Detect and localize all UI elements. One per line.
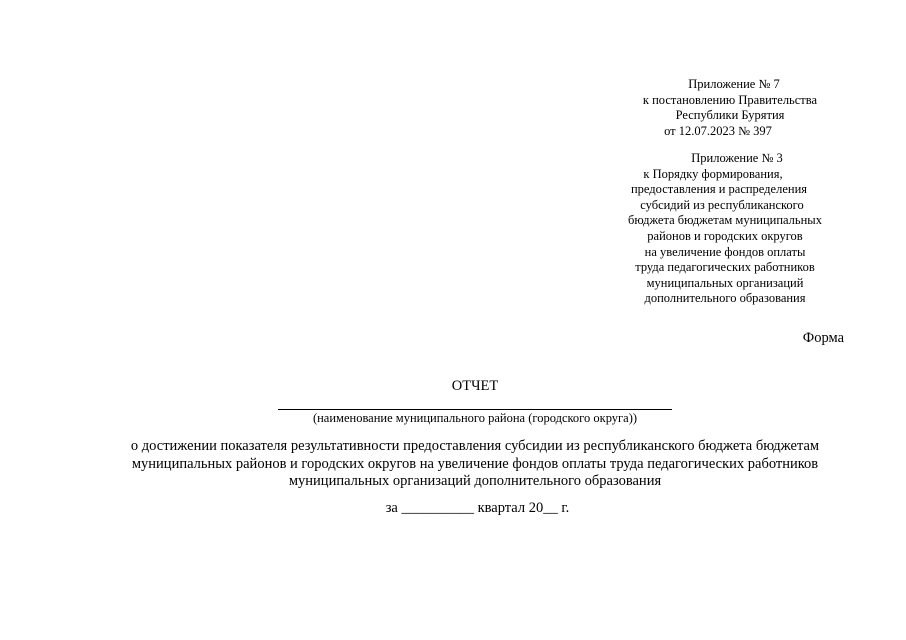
appendix-3-block xyxy=(570,151,880,307)
report-subject-line: муниципальных районов и городских округов на увеличение фондов оплаты труда педагогических работников xyxy=(131,455,819,472)
report-subject-line: муниципальных организаций дополнительного образования xyxy=(288,473,662,489)
form-label: Форма xyxy=(802,330,844,346)
appendix-7-block xyxy=(570,77,880,139)
appendix-3-line: дополнительного образования xyxy=(644,291,806,306)
appendix-7-line: к постановлению Правительства xyxy=(642,92,818,107)
name-underline xyxy=(278,409,672,410)
report-subject-line: о достижении показателя результативности предоставления субсидии из республиканского бюджета бюджетам xyxy=(130,438,820,454)
appendix-3-line: муниципальных организаций xyxy=(646,275,804,290)
appendix-7-line: от 12.07.2023 № 397 xyxy=(664,123,772,138)
appendix-7-line: Приложение № 7 xyxy=(688,77,780,91)
appendix-3-line: субсидий из республиканского xyxy=(640,197,804,212)
appendix-3-line: бюджета бюджетам муниципальных xyxy=(628,213,822,228)
name-caption: (наименование муниципального района (городского округа)) xyxy=(312,411,638,425)
report-subject xyxy=(0,438,906,491)
appendix-7-line: Республики Бурятия xyxy=(675,108,785,123)
appendix-3-line: предоставления и распределения xyxy=(630,182,808,197)
appendix-3-line: Приложение № 3 xyxy=(691,151,783,165)
report-period: за __________ квартал 20__ г. xyxy=(385,500,570,516)
report-title: ОТЧЕТ xyxy=(451,378,499,394)
appendix-3-line: районов и городских округов xyxy=(647,228,803,243)
appendix-3-line: труда педагогических работников xyxy=(635,260,815,275)
appendix-3-line: к Порядку формирования, xyxy=(643,166,783,181)
appendix-3-line: на увеличение фондов оплаты xyxy=(644,244,806,259)
